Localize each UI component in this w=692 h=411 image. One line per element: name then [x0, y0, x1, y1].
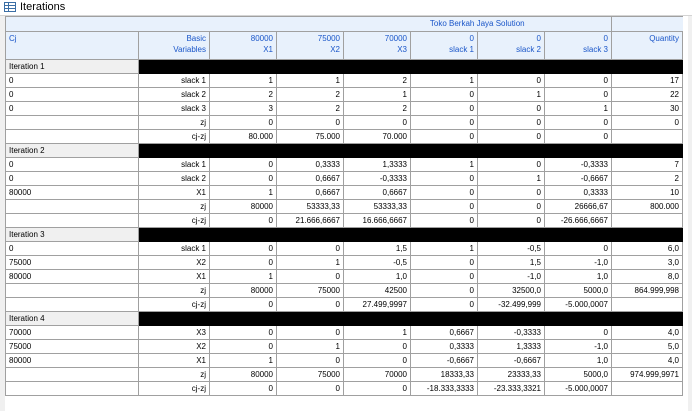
table-cell[interactable]: 0: [210, 116, 277, 130]
column-header[interactable]: [210, 32, 277, 60]
grid-icon: [4, 2, 16, 12]
iteration-label-row: [6, 144, 683, 158]
table-cell[interactable]: -32.499,999: [478, 298, 545, 312]
iteration-separator: [139, 60, 683, 74]
table-row[interactable]: [6, 298, 683, 312]
iteration-separator: [139, 312, 683, 326]
column-header[interactable]: [612, 32, 683, 60]
column-header[interactable]: [411, 32, 478, 60]
table-cell[interactable]: 75000: [6, 256, 139, 270]
table-cell[interactable]: cj-zj: [139, 130, 210, 144]
table-cell[interactable]: 0: [344, 354, 411, 368]
table-cell[interactable]: slack 1: [139, 158, 210, 172]
table-cell[interactable]: -0,6667: [478, 354, 545, 368]
table-cell[interactable]: 1: [478, 172, 545, 186]
iteration-label: Iteration 1: [6, 60, 139, 74]
column-header-line2: slack 3: [583, 45, 608, 54]
table-row[interactable]: [6, 354, 683, 368]
table-cell[interactable]: slack 3: [139, 102, 210, 116]
table-cell[interactable]: [612, 130, 683, 144]
table-cell[interactable]: 0: [545, 242, 612, 256]
iteration-separator: [139, 144, 683, 158]
table-row[interactable]: [6, 74, 683, 88]
table-cell[interactable]: 0,6667: [277, 172, 344, 186]
table-cell[interactable]: 10: [612, 186, 683, 200]
table-row[interactable]: [6, 242, 683, 256]
table-cell[interactable]: 0: [411, 130, 478, 144]
title-bar: [0, 0, 692, 16]
header-blank: [612, 17, 683, 32]
table-cell[interactable]: 0: [210, 242, 277, 256]
iteration-label-row: [6, 312, 683, 326]
table-row[interactable]: [6, 270, 683, 284]
table-row[interactable]: [6, 200, 683, 214]
table-cell[interactable]: 0: [545, 130, 612, 144]
table-cell[interactable]: 1: [545, 102, 612, 116]
table-cell[interactable]: 80000: [210, 200, 277, 214]
table-cell[interactable]: 800.000: [612, 200, 683, 214]
table-cell[interactable]: 2: [277, 88, 344, 102]
table-cell[interactable]: 0: [411, 298, 478, 312]
table-cell[interactable]: 1: [411, 158, 478, 172]
table-cell[interactable]: 1,3333: [344, 158, 411, 172]
table-cell[interactable]: 1: [411, 74, 478, 88]
iterations-grid[interactable]: [5, 16, 688, 411]
column-header[interactable]: [344, 32, 411, 60]
table-cell[interactable]: cj-zj: [139, 382, 210, 396]
table-cell[interactable]: 4,0: [612, 326, 683, 340]
table-cell[interactable]: 0: [478, 116, 545, 130]
column-header-line1: 0: [603, 34, 608, 43]
table-cell[interactable]: 5000,0: [545, 284, 612, 298]
table-cell[interactable]: 42500: [344, 284, 411, 298]
table-cell[interactable]: 16.666,6667: [344, 214, 411, 228]
table-cell[interactable]: -0,5: [344, 256, 411, 270]
table-cell[interactable]: 0: [277, 116, 344, 130]
table-cell[interactable]: slack 2: [139, 88, 210, 102]
table-cell[interactable]: 0: [277, 242, 344, 256]
table-cell[interactable]: 0: [6, 172, 139, 186]
column-header-line1: 70000: [384, 34, 407, 43]
column-header-line1: 0: [536, 34, 541, 43]
table-cell[interactable]: 80000: [6, 270, 139, 284]
column-header[interactable]: [6, 32, 139, 60]
table-cell[interactable]: -23.333,3321: [478, 382, 545, 396]
table-cell[interactable]: 1: [277, 340, 344, 354]
table-cell[interactable]: cj-zj: [139, 214, 210, 228]
table-row[interactable]: [6, 326, 683, 340]
table-cell[interactable]: -0,3333: [545, 158, 612, 172]
table-cell[interactable]: 18333,33: [411, 368, 478, 382]
iteration-label-row: [6, 60, 683, 74]
table-cell[interactable]: 0: [478, 74, 545, 88]
table-cell[interactable]: -0,5: [478, 242, 545, 256]
table-cell[interactable]: -5.000,0007: [545, 298, 612, 312]
table-cell[interactable]: X3: [139, 326, 210, 340]
table-cell[interactable]: 75000: [277, 284, 344, 298]
table-cell[interactable]: 0: [478, 158, 545, 172]
column-header-line2: Variables: [173, 45, 206, 54]
table-cell[interactable]: -0,6667: [545, 172, 612, 186]
table-cell[interactable]: X1: [139, 270, 210, 284]
table-cell[interactable]: 75.000: [277, 130, 344, 144]
table-row[interactable]: [6, 382, 683, 396]
table-cell[interactable]: 0: [6, 158, 139, 172]
table-cell[interactable]: -1,0: [478, 270, 545, 284]
table-cell[interactable]: 26666,67: [545, 200, 612, 214]
table-cell[interactable]: 4,0: [612, 354, 683, 368]
table-cell[interactable]: 0: [411, 102, 478, 116]
table-cell[interactable]: 0: [411, 88, 478, 102]
table-cell[interactable]: 1: [210, 74, 277, 88]
table-cell[interactable]: 0,6667: [277, 186, 344, 200]
table-cell[interactable]: 70000: [6, 326, 139, 340]
table-cell[interactable]: 0: [277, 354, 344, 368]
table-cell[interactable]: 0: [277, 298, 344, 312]
table-cell[interactable]: 80000: [210, 368, 277, 382]
iteration-label: Iteration 4: [6, 312, 139, 326]
table-cell[interactable]: 0: [545, 74, 612, 88]
table-cell[interactable]: 1: [344, 88, 411, 102]
table-cell[interactable]: 0: [344, 340, 411, 354]
table-cell[interactable]: -5.000,0007: [545, 382, 612, 396]
column-header-line2: slack 1: [449, 45, 474, 54]
table-row[interactable]: [6, 284, 683, 298]
table-cell[interactable]: 1,0: [545, 270, 612, 284]
table-cell[interactable]: 0: [411, 116, 478, 130]
company-name: Toko Berkah Jaya Solution: [344, 17, 612, 32]
table-cell[interactable]: 0: [210, 382, 277, 396]
table-cell[interactable]: 0: [411, 214, 478, 228]
table-cell[interactable]: -1,0: [545, 340, 612, 354]
table-row[interactable]: [6, 158, 683, 172]
column-header-line1: Quantity: [649, 34, 679, 43]
table-cell[interactable]: 0: [411, 270, 478, 284]
table-cell[interactable]: -0,6667: [411, 354, 478, 368]
table-cell[interactable]: -0,3333: [344, 172, 411, 186]
table-cell[interactable]: 2: [344, 74, 411, 88]
table-cell[interactable]: 80000: [6, 186, 139, 200]
table-cell[interactable]: 3,0: [612, 256, 683, 270]
table-cell[interactable]: X2: [139, 340, 210, 354]
table-cell[interactable]: 0: [344, 382, 411, 396]
table-cell[interactable]: 0: [277, 382, 344, 396]
table-cell[interactable]: 0: [210, 172, 277, 186]
table-cell[interactable]: -1,0: [545, 256, 612, 270]
table-cell[interactable]: zj: [139, 200, 210, 214]
table-row[interactable]: [6, 368, 683, 382]
table-cell[interactable]: [6, 130, 139, 144]
table-cell[interactable]: [6, 382, 139, 396]
table-cell[interactable]: cj-zj: [139, 298, 210, 312]
column-header-line1: 0: [469, 34, 474, 43]
table-cell[interactable]: 0: [277, 326, 344, 340]
table-cell[interactable]: [612, 214, 683, 228]
table-row[interactable]: [6, 172, 683, 186]
column-header[interactable]: [139, 32, 210, 60]
table-cell[interactable]: 0,6667: [411, 326, 478, 340]
column-header-row: [6, 32, 683, 60]
iteration-separator: [139, 228, 683, 242]
table-cell[interactable]: 1,0: [545, 354, 612, 368]
table-cell[interactable]: 0: [210, 214, 277, 228]
table-cell[interactable]: zj: [139, 116, 210, 130]
table-cell[interactable]: slack 1: [139, 74, 210, 88]
table-cell[interactable]: -26.666,6667: [545, 214, 612, 228]
table-cell[interactable]: [6, 214, 139, 228]
table-cell[interactable]: 1: [344, 326, 411, 340]
table-cell[interactable]: 1: [210, 186, 277, 200]
table-cell[interactable]: 3: [210, 102, 277, 116]
table-cell[interactable]: 0: [6, 88, 139, 102]
table-cell[interactable]: 2: [344, 102, 411, 116]
table-cell[interactable]: 53333,33: [277, 200, 344, 214]
table-cell[interactable]: [612, 382, 683, 396]
table-cell[interactable]: 0: [545, 326, 612, 340]
table-cell[interactable]: 1: [210, 270, 277, 284]
table-cell[interactable]: [612, 298, 683, 312]
table-row[interactable]: [6, 214, 683, 228]
table-cell[interactable]: 0: [478, 214, 545, 228]
table-cell[interactable]: 0: [277, 270, 344, 284]
table-cell[interactable]: 1: [411, 242, 478, 256]
table-cell[interactable]: 0,6667: [344, 186, 411, 200]
table-cell[interactable]: 5,0: [612, 340, 683, 354]
table-cell[interactable]: 0: [411, 200, 478, 214]
table-cell[interactable]: [6, 298, 139, 312]
table-cell[interactable]: -18.333,3333: [411, 382, 478, 396]
table-cell[interactable]: 0,3333: [277, 158, 344, 172]
header-blank: [6, 17, 344, 32]
column-header-line2: slack 2: [516, 45, 541, 54]
table-cell[interactable]: zj: [139, 368, 210, 382]
table-cell[interactable]: 0: [545, 88, 612, 102]
table-cell[interactable]: slack 1: [139, 242, 210, 256]
column-header[interactable]: [545, 32, 612, 60]
table-cell[interactable]: slack 2: [139, 172, 210, 186]
table-cell[interactable]: 1,5: [478, 256, 545, 270]
table-cell[interactable]: 0: [411, 186, 478, 200]
table-row[interactable]: [6, 256, 683, 270]
column-header-line2: X1: [263, 45, 273, 54]
column-header-line1: Basic: [186, 34, 206, 43]
table-cell[interactable]: 23333,33: [478, 368, 545, 382]
table-cell[interactable]: -0,3333: [478, 326, 545, 340]
iterations-table: [5, 16, 683, 396]
table-cell[interactable]: X2: [139, 256, 210, 270]
table-cell[interactable]: 27.499,9997: [344, 298, 411, 312]
table-cell[interactable]: 0: [411, 284, 478, 298]
table-cell[interactable]: 1: [210, 354, 277, 368]
table-cell[interactable]: 80.000: [210, 130, 277, 144]
column-header-line2: X3: [397, 45, 407, 54]
table-cell[interactable]: 0: [6, 102, 139, 116]
table-cell[interactable]: 6,0: [612, 242, 683, 256]
table-cell[interactable]: 53333,33: [344, 200, 411, 214]
table-cell[interactable]: 0,3333: [411, 340, 478, 354]
table-row[interactable]: [6, 340, 683, 354]
table-cell[interactable]: 0: [478, 130, 545, 144]
table-cell[interactable]: 1: [277, 74, 344, 88]
table-cell[interactable]: [6, 368, 139, 382]
table-row[interactable]: [6, 102, 683, 116]
table-cell[interactable]: 1,5: [344, 242, 411, 256]
table-cell[interactable]: 0: [411, 172, 478, 186]
table-cell[interactable]: 0,3333: [545, 186, 612, 200]
table-row[interactable]: [6, 116, 683, 130]
table-cell[interactable]: 80000: [6, 354, 139, 368]
table-row[interactable]: [6, 186, 683, 200]
window-title: Iterations: [20, 1, 66, 13]
table-cell[interactable]: 2: [277, 102, 344, 116]
table-cell[interactable]: 22: [612, 88, 683, 102]
table-cell[interactable]: 974.999,9971: [612, 368, 683, 382]
table-cell[interactable]: 2: [612, 172, 683, 186]
iteration-label: Iteration 2: [6, 144, 139, 158]
table-cell[interactable]: 0: [210, 256, 277, 270]
table-cell[interactable]: X1: [139, 354, 210, 368]
table-cell[interactable]: 1,3333: [478, 340, 545, 354]
table-cell[interactable]: 0: [478, 186, 545, 200]
table-cell[interactable]: 0: [6, 74, 139, 88]
table-cell[interactable]: 70.000: [344, 130, 411, 144]
table-row[interactable]: [6, 130, 683, 144]
table-cell[interactable]: 8,0: [612, 270, 683, 284]
table-cell[interactable]: 7: [612, 158, 683, 172]
table-cell[interactable]: 1,0: [344, 270, 411, 284]
table-cell[interactable]: 864.999,998: [612, 284, 683, 298]
table-cell[interactable]: 70000: [344, 368, 411, 382]
column-header[interactable]: [277, 32, 344, 60]
table-cell[interactable]: zj: [139, 284, 210, 298]
table-cell[interactable]: 0: [210, 340, 277, 354]
table-cell[interactable]: 0: [210, 158, 277, 172]
table-cell[interactable]: 2: [210, 88, 277, 102]
table-cell[interactable]: 21.666,6667: [277, 214, 344, 228]
table-cell[interactable]: [6, 284, 139, 298]
table-cell[interactable]: 75000: [277, 368, 344, 382]
table-cell[interactable]: 5000,0: [545, 368, 612, 382]
table-cell[interactable]: [6, 200, 139, 214]
table-cell[interactable]: 75000: [6, 340, 139, 354]
table-cell[interactable]: 0: [6, 242, 139, 256]
table-cell[interactable]: 1: [277, 256, 344, 270]
column-header[interactable]: [478, 32, 545, 60]
table-row[interactable]: [6, 88, 683, 102]
table-cell[interactable]: 0: [612, 116, 683, 130]
table-cell[interactable]: 0: [545, 116, 612, 130]
iteration-label: Iteration 3: [6, 228, 139, 242]
table-cell[interactable]: 1: [478, 88, 545, 102]
table-cell[interactable]: 0: [478, 102, 545, 116]
table-cell[interactable]: 17: [612, 74, 683, 88]
column-header-line1: 80000: [250, 34, 273, 43]
table-cell[interactable]: 80000: [210, 284, 277, 298]
table-cell[interactable]: 0: [344, 116, 411, 130]
company-header-row: [6, 17, 683, 32]
table-cell[interactable]: X1: [139, 186, 210, 200]
table-cell[interactable]: 0: [210, 298, 277, 312]
column-header-line2: X2: [330, 45, 340, 54]
table-cell[interactable]: 32500,0: [478, 284, 545, 298]
table-cell[interactable]: [6, 116, 139, 130]
iteration-label-row: [6, 228, 683, 242]
column-header-line1: Cj: [9, 34, 17, 43]
table-cell[interactable]: 0: [411, 256, 478, 270]
table-cell[interactable]: 0: [478, 200, 545, 214]
table-cell[interactable]: 30: [612, 102, 683, 116]
table-cell[interactable]: 0: [210, 326, 277, 340]
column-header-line1: 75000: [317, 34, 340, 43]
